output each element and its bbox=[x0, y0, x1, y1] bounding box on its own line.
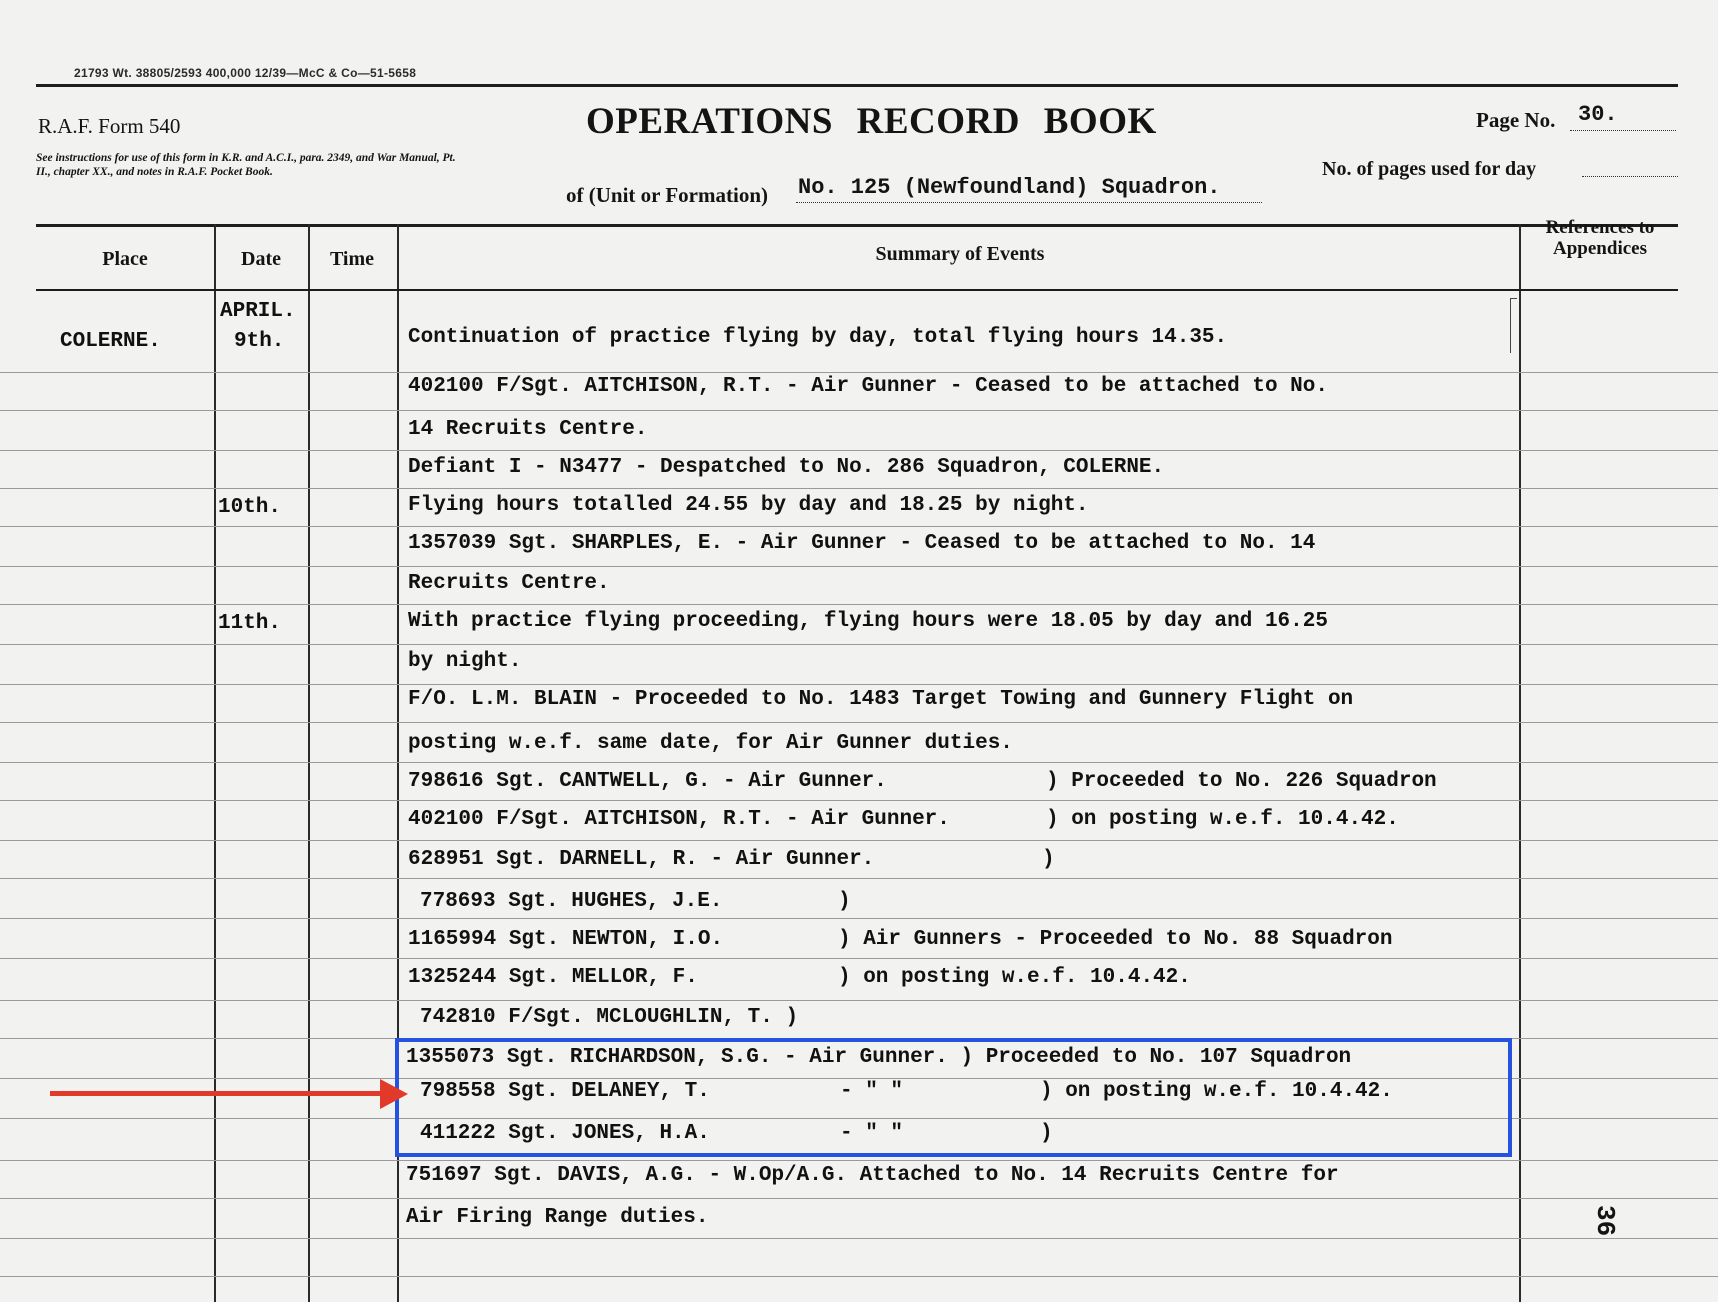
col-rule bbox=[308, 224, 310, 1302]
row-rule bbox=[0, 488, 1718, 489]
row-rule bbox=[0, 958, 1718, 959]
row-rule bbox=[0, 878, 1718, 879]
entry-line: With practice flying proceeding, flying hours were 18.05 by day and 16.25 bbox=[408, 610, 1328, 633]
entry-line: Air Firing Range duties. bbox=[406, 1206, 709, 1229]
row-rule bbox=[0, 762, 1718, 763]
top-rule bbox=[36, 84, 1678, 87]
pages-used-label: No. of pages used for day bbox=[1322, 158, 1537, 180]
row-rule bbox=[0, 840, 1718, 841]
entry-line: 798558 Sgt. DELANEY, T. bbox=[420, 1080, 710, 1103]
row-rule bbox=[0, 1160, 1718, 1161]
col-head-place: Place bbox=[102, 248, 148, 270]
reference-bracket bbox=[1510, 298, 1517, 353]
entry-line: ) on posting w.e.f. 10.4.42. bbox=[838, 966, 1191, 989]
row-rule bbox=[0, 450, 1718, 451]
row-rule bbox=[0, 684, 1718, 685]
place-entry: COLERNE. bbox=[60, 330, 161, 353]
col-head-time: Time bbox=[329, 248, 375, 270]
col-rule bbox=[1519, 224, 1521, 1302]
date-10th: 10th. bbox=[218, 496, 282, 519]
entry-line: 798616 Sgt. CANTWELL, G. - Air Gunner. bbox=[408, 770, 887, 793]
entry-line: ) Proceeded to No. 226 Squadron bbox=[1046, 770, 1437, 793]
row-rule bbox=[0, 1276, 1718, 1277]
entry-line: 411222 Sgt. JONES, H.A. bbox=[420, 1122, 710, 1145]
row-rule bbox=[0, 526, 1718, 527]
entry-line: Continuation of practice flying by day, total flying hours 14.35. bbox=[408, 326, 1228, 349]
date-month: APRIL. bbox=[220, 300, 296, 323]
entry-line: 1357039 Sgt. SHARPLES, E. - Air Gunner - Ceased to be attached to No. 14 bbox=[408, 532, 1316, 555]
entry-line: 751697 Sgt. DAVIS, A.G. - W.Op/A.G. Attached to No. 14 Recruits Centre for bbox=[406, 1164, 1339, 1187]
unit-dotline bbox=[796, 202, 1262, 203]
row-rule bbox=[0, 604, 1718, 605]
row-rule bbox=[0, 1000, 1718, 1001]
entry-line: 1325244 Sgt. MELLOR, F. bbox=[408, 966, 698, 989]
col-rule bbox=[214, 224, 216, 1302]
entry-line: 1355073 Sgt. RICHARDSON, S.G. - Air Gunner. ) Proceeded to No. 107 Squadron bbox=[406, 1046, 1352, 1069]
row-rule bbox=[0, 644, 1718, 645]
header-bottom-rule bbox=[36, 289, 1678, 291]
row-rule bbox=[0, 918, 1718, 919]
row-rule bbox=[0, 566, 1718, 567]
entry-line: 14 Recruits Centre. bbox=[408, 418, 648, 441]
col-head-references: References to Appendices bbox=[1545, 217, 1655, 259]
page-title: OPERATIONS RECORD BOOK bbox=[586, 101, 1157, 142]
print-code: 21793 Wt. 38805/2593 400,000 12/39—McC & Co—51-5658 bbox=[74, 66, 417, 80]
entry-line: 402100 F/Sgt. AITCHISON, R.T. - Air Gunner. bbox=[408, 808, 950, 831]
page-no-dotline bbox=[1570, 130, 1676, 131]
entry-line: Recruits Centre. bbox=[408, 572, 610, 595]
entry-line: - " " bbox=[840, 1122, 904, 1145]
entry-line: posting w.e.f. same date, for Air Gunner duties. bbox=[408, 732, 1013, 755]
entry-line: ) bbox=[838, 890, 851, 913]
highlight-box bbox=[395, 1038, 1512, 1157]
pointer-arrow-icon bbox=[380, 1079, 408, 1109]
unit-label: of (Unit or Formation) bbox=[566, 183, 768, 207]
form-label: R.A.F. Form 540 bbox=[38, 114, 181, 138]
entry-line: ) bbox=[1040, 1122, 1053, 1145]
entry-line: 628951 Sgt. DARNELL, R. - Air Gunner. bbox=[408, 848, 875, 871]
pointer-arrow-shaft bbox=[50, 1091, 390, 1096]
unit-value: No. 125 (Newfoundland) Squadron. bbox=[798, 175, 1221, 200]
row-rule bbox=[0, 800, 1718, 801]
page-no-value: 30. bbox=[1578, 102, 1618, 127]
row-rule bbox=[0, 722, 1718, 723]
entry-line: 742810 F/Sgt. MCLOUGHLIN, T. ) bbox=[420, 1006, 799, 1029]
entry-line: ) on posting w.e.f. 10.4.42. bbox=[1046, 808, 1399, 831]
margin-stamp: 36 bbox=[1590, 1205, 1620, 1237]
entry-line: by night. bbox=[408, 650, 522, 673]
page-no-label: Page No. bbox=[1476, 108, 1556, 132]
pages-used-dotline bbox=[1582, 176, 1678, 177]
date-9th: 9th. bbox=[234, 330, 285, 353]
col-head-summary: Summary of Events bbox=[875, 243, 1045, 265]
row-rule bbox=[0, 1238, 1718, 1239]
entry-line: 402100 F/Sgt. AITCHISON, R.T. - Air Gunner - Ceased to be attached to No. bbox=[408, 375, 1328, 398]
entry-line: F/O. L.M. BLAIN - Proceeded to No. 1483 Target Towing and Gunnery Flight on bbox=[408, 688, 1354, 711]
entry-line: 778693 Sgt. HUGHES, J.E. bbox=[420, 890, 723, 913]
entry-line: ) bbox=[1042, 848, 1055, 871]
row-rule bbox=[0, 410, 1718, 411]
col-head-date: Date bbox=[241, 248, 281, 270]
entry-line: - " " bbox=[840, 1080, 904, 1103]
table-top-rule bbox=[36, 224, 1678, 227]
entry-line: 1165994 Sgt. NEWTON, I.O. bbox=[408, 928, 724, 951]
form-instructions: See instructions for use of this form in K.R. and A.C.I., para. 2349, and War Manual, Pt. II., chapter XX., and notes in R.A.F. Pocket Book. bbox=[36, 152, 456, 178]
entry-line: Defiant I - N3477 - Despatched to No. 286 Squadron, COLERNE. bbox=[408, 456, 1165, 479]
date-11th: 11th. bbox=[218, 612, 282, 635]
entry-line: Flying hours totalled 24.55 by day and 18.25 by night. bbox=[408, 494, 1089, 517]
row-rule bbox=[0, 372, 1718, 373]
entry-line: ) on posting w.e.f. 10.4.42. bbox=[1040, 1080, 1393, 1103]
row-rule bbox=[0, 1198, 1718, 1199]
entry-line: ) Air Gunners - Proceeded to No. 88 Squadron bbox=[838, 928, 1393, 951]
